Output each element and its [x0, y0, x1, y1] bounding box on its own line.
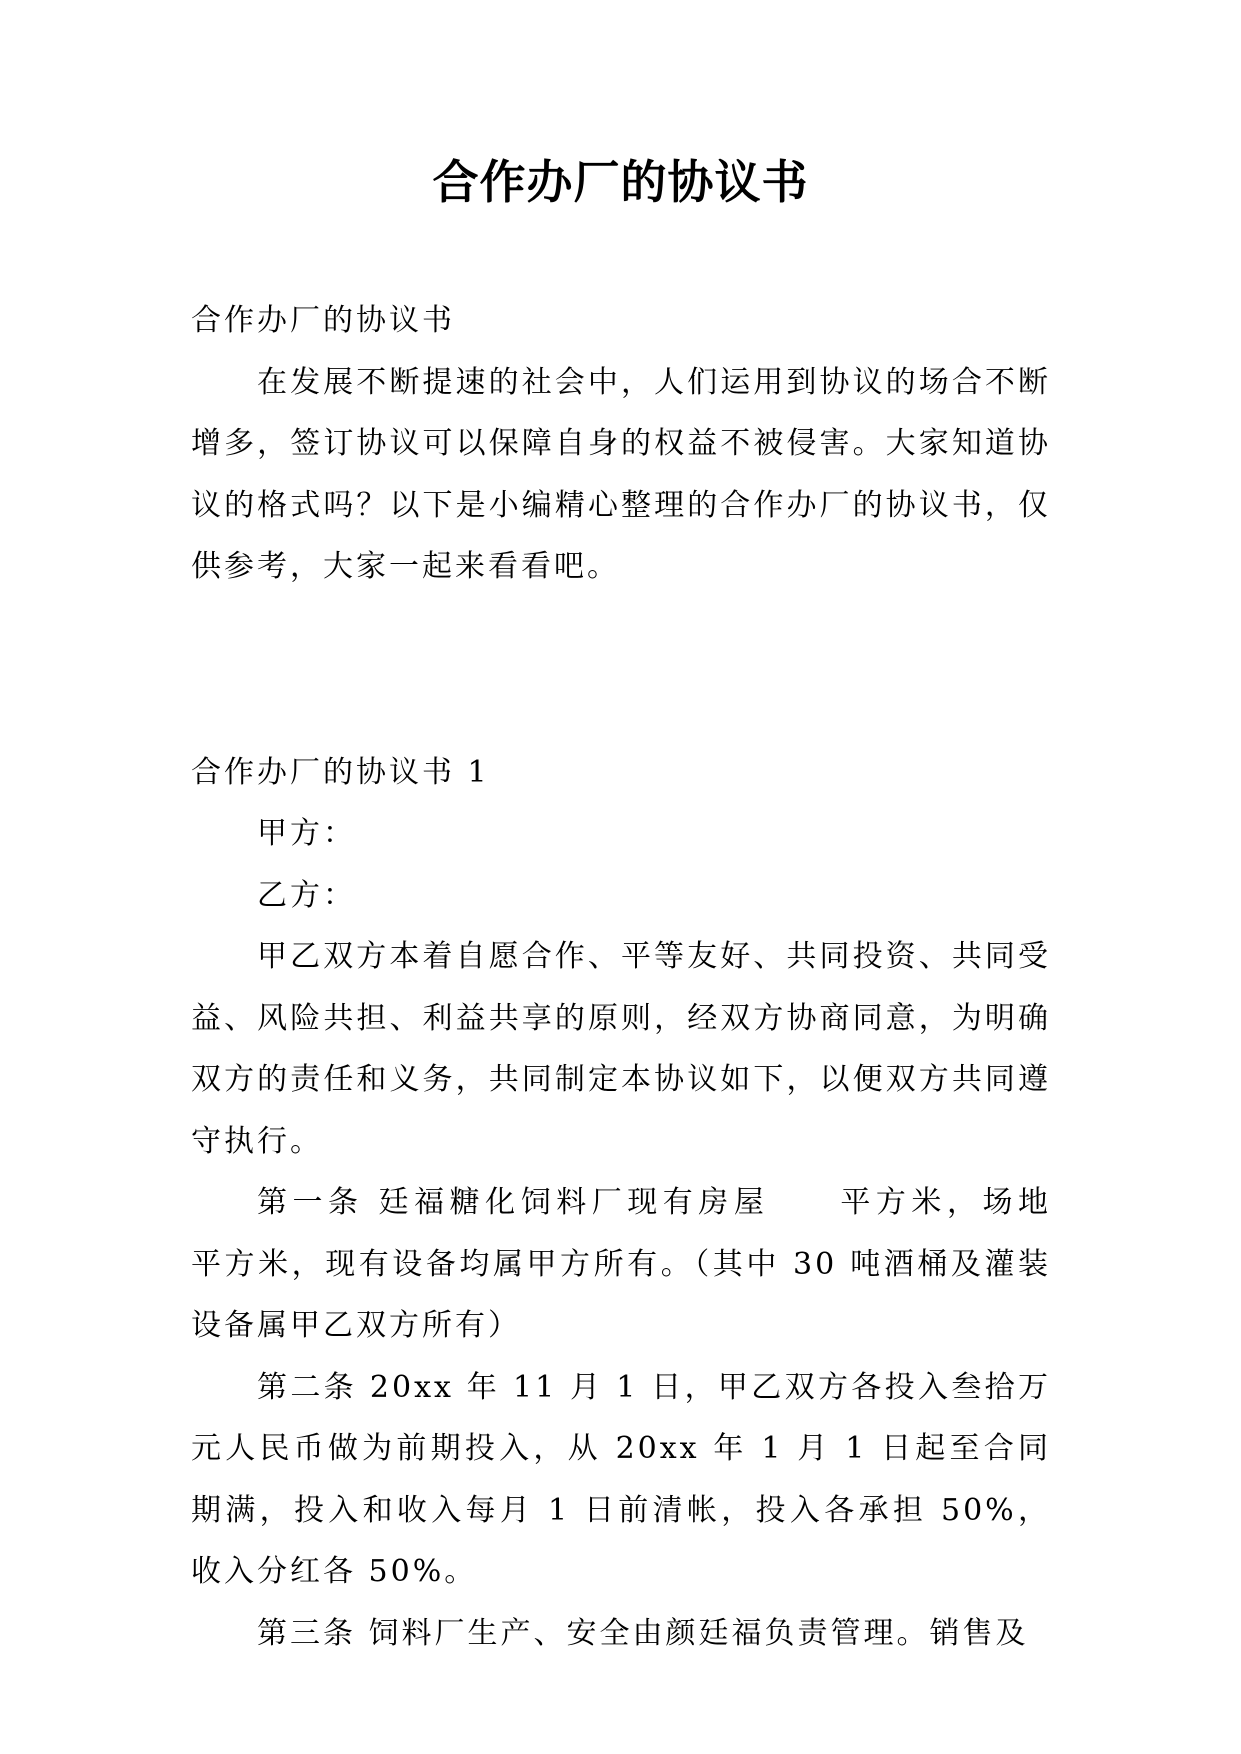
- intro-heading: 合作办厂的协议书: [191, 303, 455, 338]
- document-title: 合作办厂的协议书: [432, 155, 809, 209]
- preamble-paragraph: 甲乙双方本着自愿合作、平等友好、共同投资、共同受益、风险共担、利益共享的原则，经双方协商同意，为明确双方的责任和义务，共同制定本协议如下，以便双方共同遵守执行。: [191, 939, 1051, 1159]
- party-a-line: 甲方：: [257, 816, 356, 851]
- article-1-paragraph: 第一条 廷福糖化饲料厂现有房屋 平方米，场地 平方米，现有设备均属甲方所有。（其中 30 吨酒桶及灌装设备属甲乙双方所有）: [191, 1185, 1117, 1343]
- party-b-line: 乙方：: [257, 877, 356, 913]
- article-3-paragraph: 第三条 饲料厂生产、安全由颜廷福负责管理。销售及: [257, 1615, 1029, 1651]
- intro-paragraph: 在发展不断提速的社会中，人们运用到协议的场合不断增多，签订协议可以保障自身的权益不被侵害。大家知道协议的格式吗？以下是小编精心整理的合作办厂的协议书，仅供参考，大家一起来看看吧。: [191, 364, 1051, 584]
- section-spacer: [191, 598, 1051, 742]
- document-body: [191, 290, 1117, 1664]
- section-heading: 合作办厂的协议书 1: [191, 754, 490, 790]
- article-2-paragraph: 第二条 20xx 年 11 月 1 日，甲乙双方各投入叁拾万元人民币做为前期投入，从 20xx 年 1 月 1 日起至合同期满，投入和收入每月 1 日前清帐，投入各承担 50%，收入分红各 50%。: [191, 1369, 1051, 1589]
